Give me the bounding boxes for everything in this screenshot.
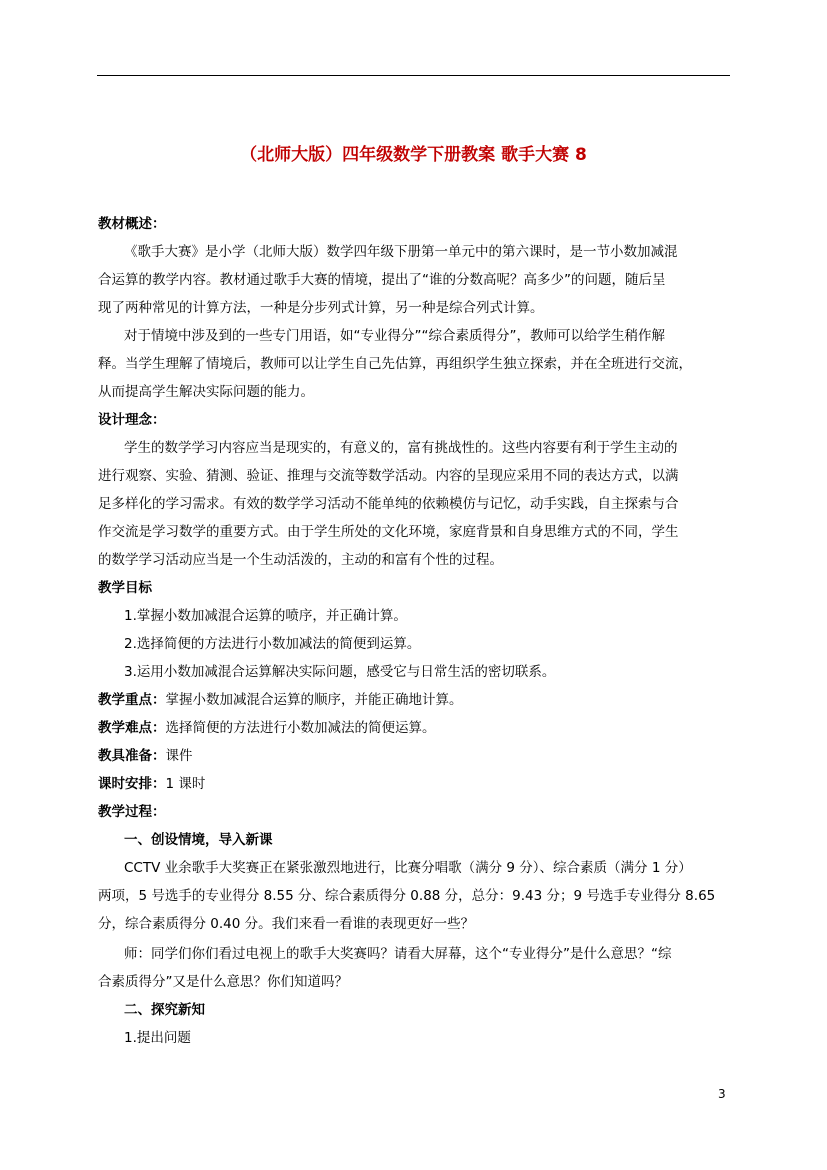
difficulty-text: 选择简便的方法进行小数加减法的简便运算。 (165, 720, 436, 736)
step-1-line-2: 两项，5 号选手的专业得分 8.55 分、综合素质得分 0.88 分，总分：9.43 分；9 号选手专业得分 8.65 (98, 888, 716, 904)
process-heading: 教学过程： (98, 804, 166, 820)
step-2-heading: 二、探究新知 (124, 1002, 205, 1018)
schedule-label: 课时安排： (98, 776, 166, 792)
overview-paragraph-1-line-2: 合运算的教学内容。教材通过歌手大赛的情境，提出了“谁的分数高呢？高多少”的问题，随后呈 (98, 272, 666, 288)
step-1-line-4: 师：同学们你们看过电视上的歌手大奖赛吗？请看大屏幕，这个“专业得分”是什么意思？“综 (124, 946, 672, 962)
design-line-5: 的数学学习活动应当是一个生动活泼的，主动的和富有个性的过程。 (98, 552, 503, 568)
document-title: （北师大版）四年级数学下册教案 歌手大赛 8 (240, 145, 587, 165)
difficulty-line (98, 714, 436, 742)
tools-line (98, 742, 193, 770)
design-line-1: 学生的数学学习内容应当是现实的，有意义的，富有挑战性的。这些内容要有利于学生主动的 (124, 440, 678, 456)
goal-item-2: 2.选择简便的方法进行小数加减法的简便到运算。 (124, 636, 421, 652)
step-1-line-5: 合素质得分”又是什么意思？你们知道吗？ (98, 974, 348, 990)
step-1-heading: 一、创设情境，导入新课 (124, 832, 273, 848)
overview-paragraph-1-line-1: 《歌手大赛》是小学（北师大版）数学四年级下册第一单元中的第六课时，是一节小数加减混 (124, 244, 678, 260)
tools-label: 教具准备： (98, 748, 166, 764)
goal-item-3: 3.运用小数加减混合运算解决实际问题，感受它与日常生活的密切联系。 (124, 664, 556, 680)
key-point-text: 掌握小数加减混合运算的顺序，并能正确地计算。 (165, 692, 463, 708)
tools-text: 课件 (165, 748, 193, 764)
schedule-text: 1 课时 (165, 776, 206, 792)
key-point-label: 教学重点： (98, 692, 166, 708)
step-1-line-1: CCTV 业余歌手大奖赛正在紧张激烈地进行，比赛分唱歌（满分 9 分）、综合素质（满分 1 分） (124, 860, 692, 876)
design-line-4: 作交流是学习数学的重要方式。由于学生所处的文化环境，家庭背景和自身思维方式的不同，学生 (98, 524, 679, 540)
goals-heading: 教学目标 (98, 580, 152, 596)
overview-paragraph-2-line-1: 对于情境中涉及到的一些专门用语，如“专业得分”“综合素质得分”，教师可以给学生稍作解 (124, 328, 665, 344)
overview-paragraph-2-line-2: 释。当学生理解了情境后，教师可以让学生自己先估算，再组织学生独立探索，并在全班进行交流， (98, 356, 692, 372)
step-2-item-1: 1.提出问题 (124, 1030, 191, 1046)
design-line-3: 足多样化的学习需求。有效的数学学习活动不能单纯的依赖模仿与记忆，动手实践，自主探索与合 (98, 496, 679, 512)
schedule-line (98, 770, 205, 798)
design-heading: 设计理念： (98, 412, 166, 428)
difficulty-label: 教学难点： (98, 720, 166, 736)
design-line-2: 进行观察、实验、猜测、验证、推理与交流等数学活动。内容的呈现应采用不同的表达方式，以满 (98, 468, 679, 484)
overview-paragraph-2-line-3: 从而提高学生解决实际问题的能力。 (98, 384, 314, 400)
step-1-line-3: 分，综合素质得分 0.40 分。我们来看一看谁的表现更好一些？ (98, 916, 475, 932)
overview-paragraph-1-line-3: 现了两种常见的计算方法，一种是分步列式计算，另一种是综合列式计算。 (98, 300, 544, 316)
page-number: 3 (718, 1087, 726, 1101)
header-rule (97, 75, 730, 76)
goal-item-1: 1.掌握小数加减混合运算的喷序，并正确计算。 (124, 608, 407, 624)
overview-heading: 教材概述： (98, 216, 166, 232)
key-point-line (98, 686, 463, 714)
